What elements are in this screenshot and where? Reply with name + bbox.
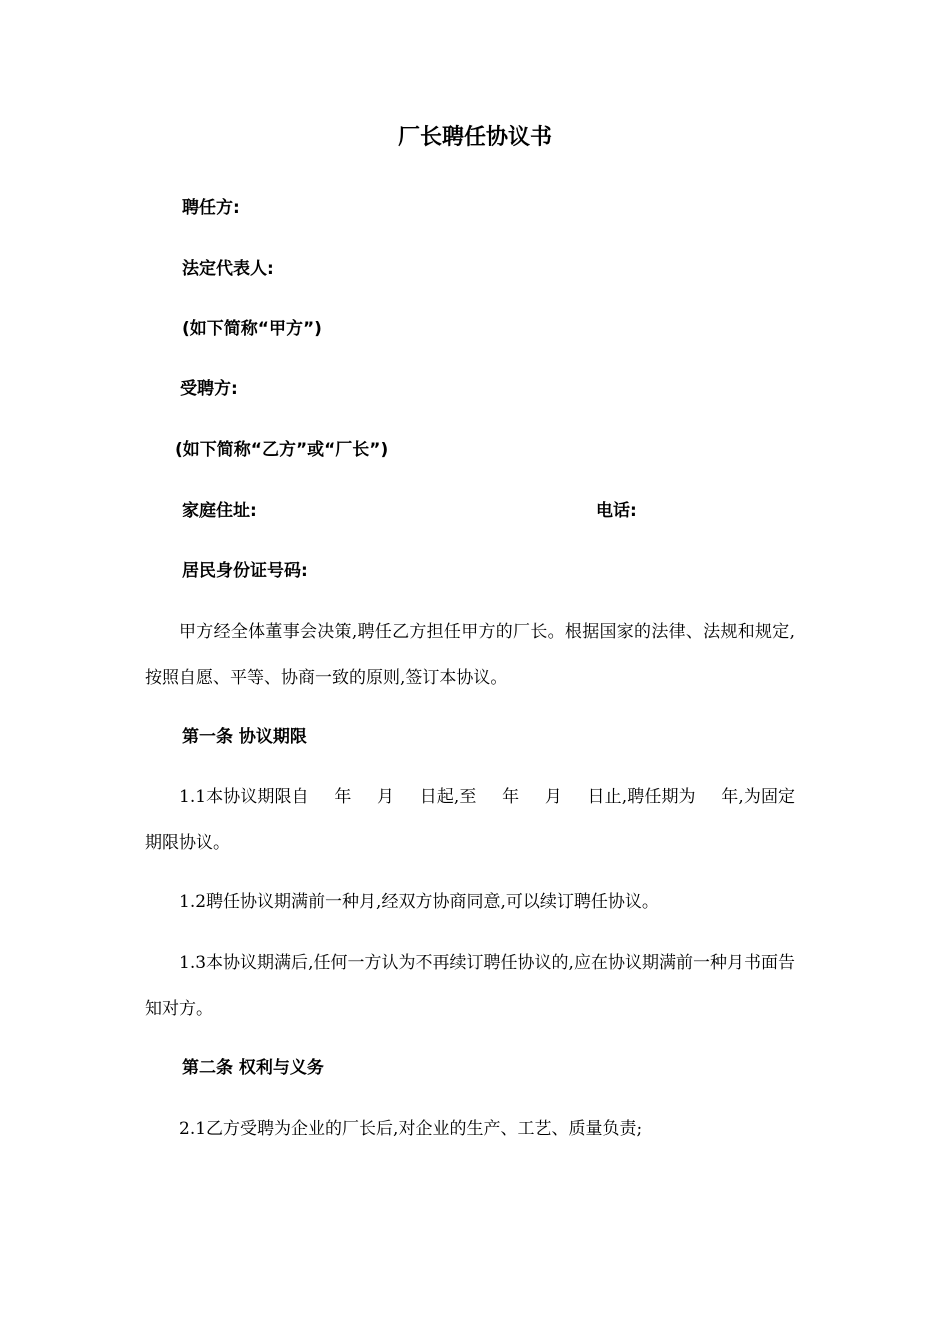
article-1-heading: 第一条 协议期限 [182, 727, 307, 747]
party-a-note: (如下简称“甲方”) [182, 319, 322, 339]
clause-1-2: 1.2聘任协议期满前一种月,经双方协商同意,可以续订聘任协议。 [179, 892, 659, 912]
clause-1-1-day-end: 日止,聘任期为 [587, 787, 696, 807]
document-title: 厂长聘任协议书 [397, 125, 552, 150]
clause-1-1 [145, 774, 795, 866]
article-2-heading: 第二条 权利与义务 [182, 1058, 324, 1078]
home-address-label: 家庭住址: [182, 501, 257, 521]
party-b-note: (如下简称“乙方”或“厂长”) [175, 440, 389, 460]
clause-1-1-month-end: 月 [544, 787, 562, 807]
clause-1-1-term-years: 年, [721, 787, 744, 807]
employee-label: 受聘方: [180, 379, 238, 399]
clause-1-1-month-start: 月 [376, 787, 395, 807]
clause-1-1-year-start: 年 [334, 787, 352, 807]
intro-paragraph: 甲方经全体董事会决策,聘任乙方担任甲方的厂长。根据国家的法律、法规和规定,按照自愿、平等、协商一致的原则,签订本协议。 [145, 622, 795, 688]
clause-1-1-text-a: 1.1本协议期限自 [179, 787, 309, 807]
id-number-label: 居民身份证号码: [182, 561, 308, 581]
clause-2-1: 2.1乙方受聘为企业的厂长后,对企业的生产、工艺、质量负责; [179, 1119, 643, 1139]
phone-label: 电话: [596, 501, 637, 521]
legal-representative-label: 法定代表人: [182, 259, 274, 279]
clause-1-1-year-end: 年 [502, 787, 520, 807]
employer-label: 聘任方: [182, 198, 240, 218]
clause-1-1-day-start: 日起,至 [419, 787, 477, 807]
clause-1-3: 1.3本协议期满后,任何一方认为不再续订聘任协议的,应在协议期满前一种月书面告知对方。 [145, 953, 795, 1019]
clause-1-1-text-b: 为固定期限协议。 [145, 787, 796, 853]
